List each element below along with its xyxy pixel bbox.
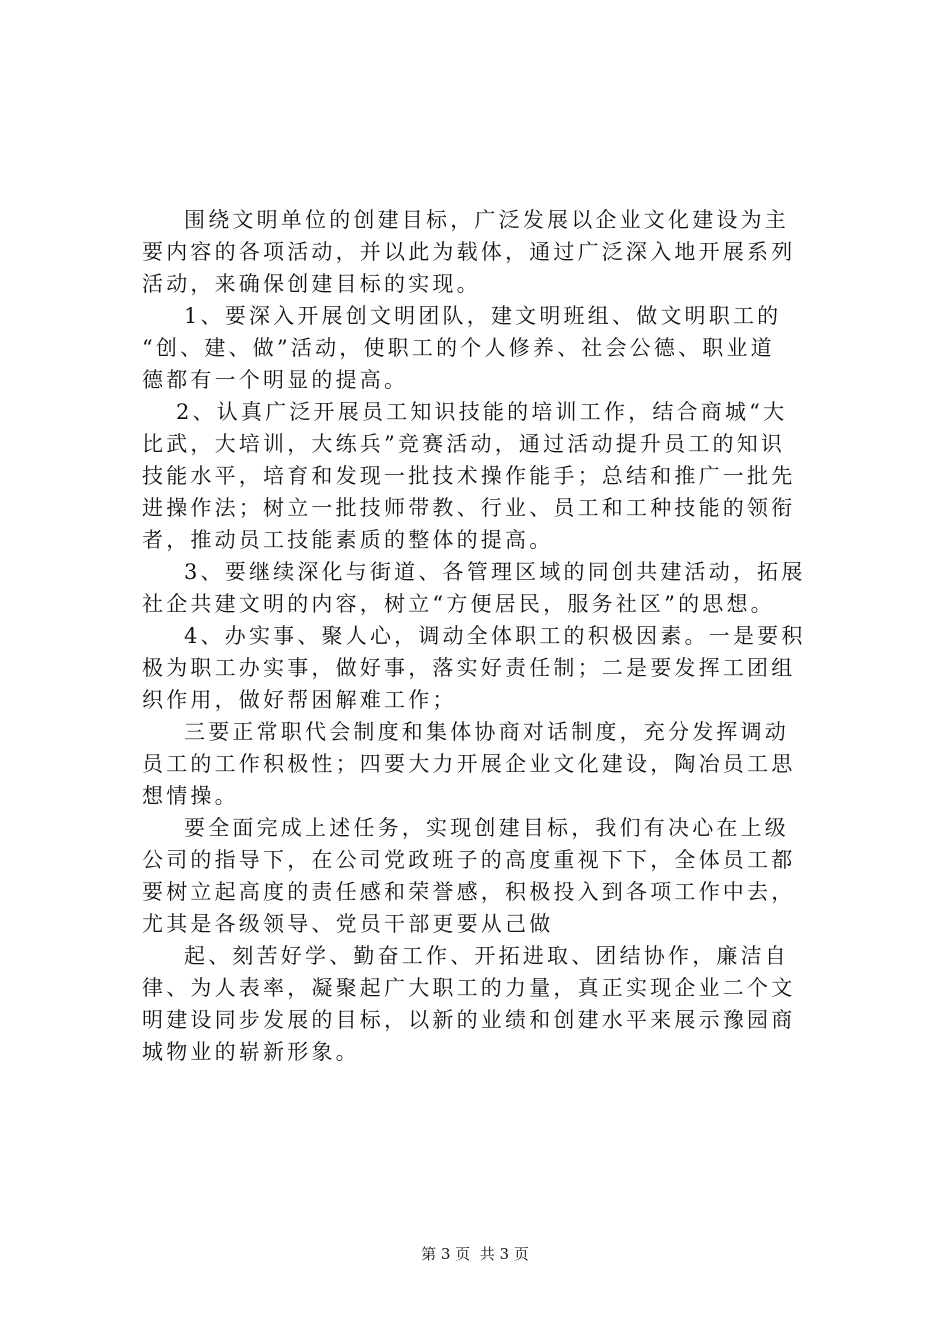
- text-line: 进操作法；树立一批技师带教、行业、员工和工种技能的领衔: [142, 496, 796, 520]
- text-line: 技能水平，培育和发现一批技术操作能手；总结和推广一批先: [142, 464, 796, 488]
- text-line: 极为职工办实事，做好事，落实好责任制；二是要发挥工团组: [142, 656, 796, 680]
- paragraph-2: [142, 300, 836, 396]
- text-line: 比武，大培训，大练兵”竞赛活动，通过活动提升员工的知识: [142, 432, 786, 456]
- text-line: 织作用，做好帮困解难工作；: [142, 688, 457, 712]
- paragraph-1: [142, 204, 836, 300]
- text-line: 3、要继续深化与街道、各管理区域的同创共建活动，拓展: [184, 560, 806, 584]
- text-line: 要树立起高度的责任感和荣誉感，积极投入到各项工作中去，: [142, 880, 796, 904]
- paragraph-5: [142, 620, 836, 716]
- text-line: 2、认真广泛开展员工知识技能的培训工作，结合商城“大: [176, 400, 788, 424]
- text-line: 社企共建文明的内容，树立“方便居民，服务社区”的思想。: [142, 592, 775, 616]
- text-line: 公司的指导下，在公司党政班子的高度重视下下，全体员工都: [142, 848, 796, 872]
- paragraph-4: [142, 556, 836, 620]
- document-body: [142, 204, 836, 1068]
- text-line: 活动，来确保创建目标的实现。: [142, 272, 481, 296]
- text-line: 城物业的崭新形象。: [142, 1040, 360, 1064]
- text-line: 要全面完成上述任务，实现创建目标，我们有决心在上级: [184, 816, 789, 840]
- paragraph-7: [142, 812, 836, 940]
- text-line: 明建设同步发展的目标，以新的业绩和创建水平来展示豫园商: [142, 1008, 796, 1032]
- text-line: 员工的工作积极性；四要大力开展企业文化建设，陶冶员工思: [142, 752, 796, 776]
- paragraph-6: [142, 716, 836, 812]
- paragraph-3: [142, 396, 836, 556]
- page-number-footer: 第 3 页 共 3 页: [421, 1245, 529, 1263]
- text-line: 律、为人表率，凝聚起广大职工的力量，真正实现企业二个文: [142, 976, 796, 1000]
- text-line: 要内容的各项活动，并以此为载体，通过广泛深入地开展系列: [142, 240, 796, 264]
- text-line: 德都有一个明显的提高。: [142, 368, 409, 392]
- paragraph-8: [142, 940, 836, 1068]
- text-line: 三要正常职代会制度和集体协商对话制度，充分发挥调动: [184, 720, 789, 744]
- text-line: 想情操。: [142, 784, 239, 808]
- text-line: 4、办实事、聚人心，调动全体职工的积极因素。一是要积: [184, 624, 806, 648]
- text-line: 起、刻苦好学、勤奋工作、开拓进取、团结协作，廉洁自: [184, 944, 789, 968]
- text-line: 尤其是各级领导、党员干部更要从己做: [142, 912, 554, 936]
- text-line: 围绕文明单位的创建目标，广泛发展以企业文化建设为主: [184, 208, 789, 232]
- text-line: “创、建、做”活动，使职工的个人修养、社会公德、职业道: [142, 336, 775, 360]
- text-line: 者，推动员工技能素质的整体的提高。: [142, 528, 554, 552]
- text-line: 1、要深入开展创文明团队，建文明班组、做文明职工的: [184, 304, 782, 328]
